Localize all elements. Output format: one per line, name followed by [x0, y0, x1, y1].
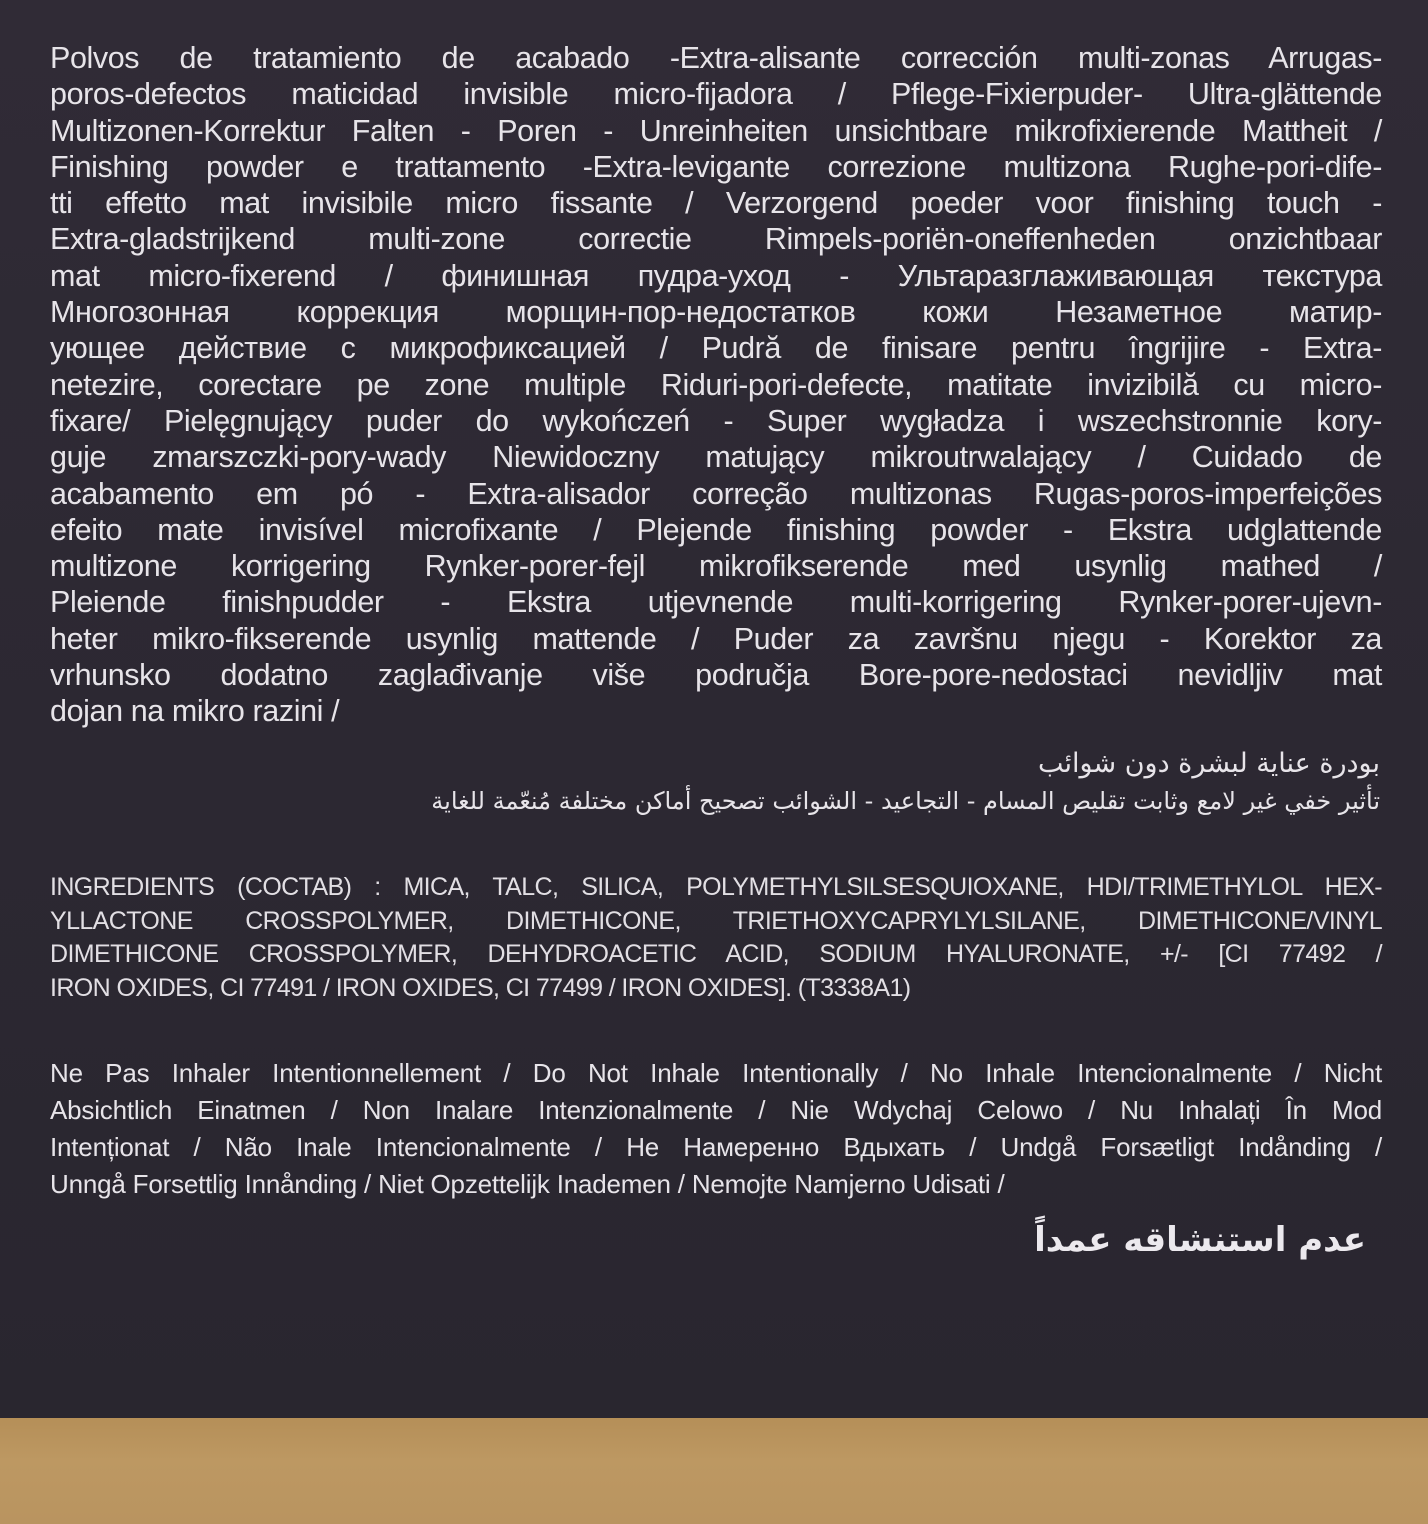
ingredients-line: INGREDIENTS (COCTAB) : MICA, TALC, SILICA, POLYMETHYLSILSESQUIOXANE, HDI/TRIMETHYLOL HEX-: [50, 873, 1382, 901]
arabic-warning: عدم استنشاقه عمداً: [1034, 1220, 1366, 1260]
description-line: tti effetto mat invisibile micro fissante / Verzorgend poeder voor finishing touch -: [50, 186, 1382, 221]
description-line: Polvos de tratamiento de acabado -Extra-alisante corrección multi-zonas Arrugas-: [50, 41, 1382, 75]
warning-line: Intenționat / Não Inale Intencionalmente / Не Намеренно Вдыхать / Undgå Forsætligt Indånding /: [50, 1132, 1382, 1162]
description-line: heter mikro-fikserende usynlig mattende / Puder za završnu njegu - Korektor za: [50, 621, 1382, 656]
ingredients-list: [50, 871, 1382, 1005]
warning-line: Absichtlich Einatmen / Non Inalare Intenzionalmente / Nie Wdychaj Celowo / Nu Inhalați În Mod: [50, 1095, 1382, 1125]
ingredients-line: YLLACTONE CROSSPOLYMER, DIMETHICONE, TRIETHOXYCAPRYLYLSILANE, DIMETHICONE/VINYL: [50, 906, 1382, 935]
description-line: ующее действие с микрофиксацией / Pudră de finisare pentru îngrijire - Extra-: [50, 331, 1382, 366]
description-line: efeito mate invisível microfixante / Plejende finishing powder - Ekstra udglattende: [50, 512, 1382, 547]
description-line: Finishing powder e trattamento -Extra-levigante correzione multizona Rughe-pori-dife-: [50, 149, 1382, 184]
description-line: poros-defectos maticidad invisible micro-fijadora / Pflege-Fixierpuder- Ultra-glättende: [50, 77, 1382, 112]
description-line: dojan na mikro razini /: [50, 694, 340, 729]
description-line: acabamento em pó - Extra-alisador correção multizonas Rugas-poros-imperfeições: [50, 476, 1382, 511]
description-line: netezire, corectare pe zone multiple Riduri-pori-defecte, matitate invizibilă cu micro-: [50, 367, 1382, 402]
description-line: Pleiende finishpudder - Ekstra utjevnende multi-korrigering Rynker-porer-ujevn-: [50, 585, 1382, 620]
description-line: multizone korrigering Rynker-porer-fejl mikrofikserende med usynlig mathed /: [50, 549, 1382, 584]
warning-line: Unngå Forsettlig Innånding / Niet Opzettelijk Inademen / Nemojte Namjerno Udisati /: [50, 1169, 1005, 1199]
bottom-color-strip: [0, 1418, 1428, 1524]
arabic-description-text: تأثير خفي غير لامع وثابت تقليص المسام - التجاعيد - الشوائب تصحيح أماكن مختلفة مُنعّمة للغاية: [431, 787, 1380, 815]
ingredients-line: DIMETHICONE CROSSPOLYMER, DEHYDROACETIC ACID, SODIUM HYALURONATE, +/- [CI 77492 /: [50, 940, 1382, 969]
product-description: [50, 40, 1382, 730]
description-line: Extra-gladstrijkend multi-zone correctie Rimpels-poriën-oneffenheden onzichtbaar: [50, 222, 1382, 257]
description-line: fixare/ Pielęgnujący puder do wykończeń - Super wygładza i wszechstronnie kory-: [50, 403, 1382, 438]
description-line: Многозонная коррекция морщин-пор-недостатков кожи Незаметное матир-: [50, 295, 1382, 330]
arabic-description-title: بودرة عناية لبشرة دون شوائب: [1038, 748, 1380, 779]
inhalation-warning: [50, 1055, 1382, 1203]
description-line: guje zmarszczki-pory-wady Niewidoczny matujący mikroutrwalający / Cuidado de: [50, 440, 1382, 475]
ingredients-line: IRON OXIDES, CI 77491 / IRON OXIDES, CI 77499 / IRON OXIDES]. (T3338A1): [50, 973, 911, 1002]
description-line: mat micro-fixerend / финишная пудра-уход - Ультаразглаживающая текстура: [50, 258, 1382, 293]
warning-line: Ne Pas Inhaler Intentionnellement / Do Not Inhale Intentionally / No Inhale Intencionalmente / Nicht: [50, 1058, 1382, 1088]
description-line: vrhunsko dodatno zaglađivanje više područja Bore-pore-nedostaci nevidljiv mat: [50, 658, 1382, 693]
description-line: Multizonen-Korrektur Falten - Poren - Unreinheiten unsichtbare mikrofixierende Mattheit /: [50, 113, 1382, 148]
